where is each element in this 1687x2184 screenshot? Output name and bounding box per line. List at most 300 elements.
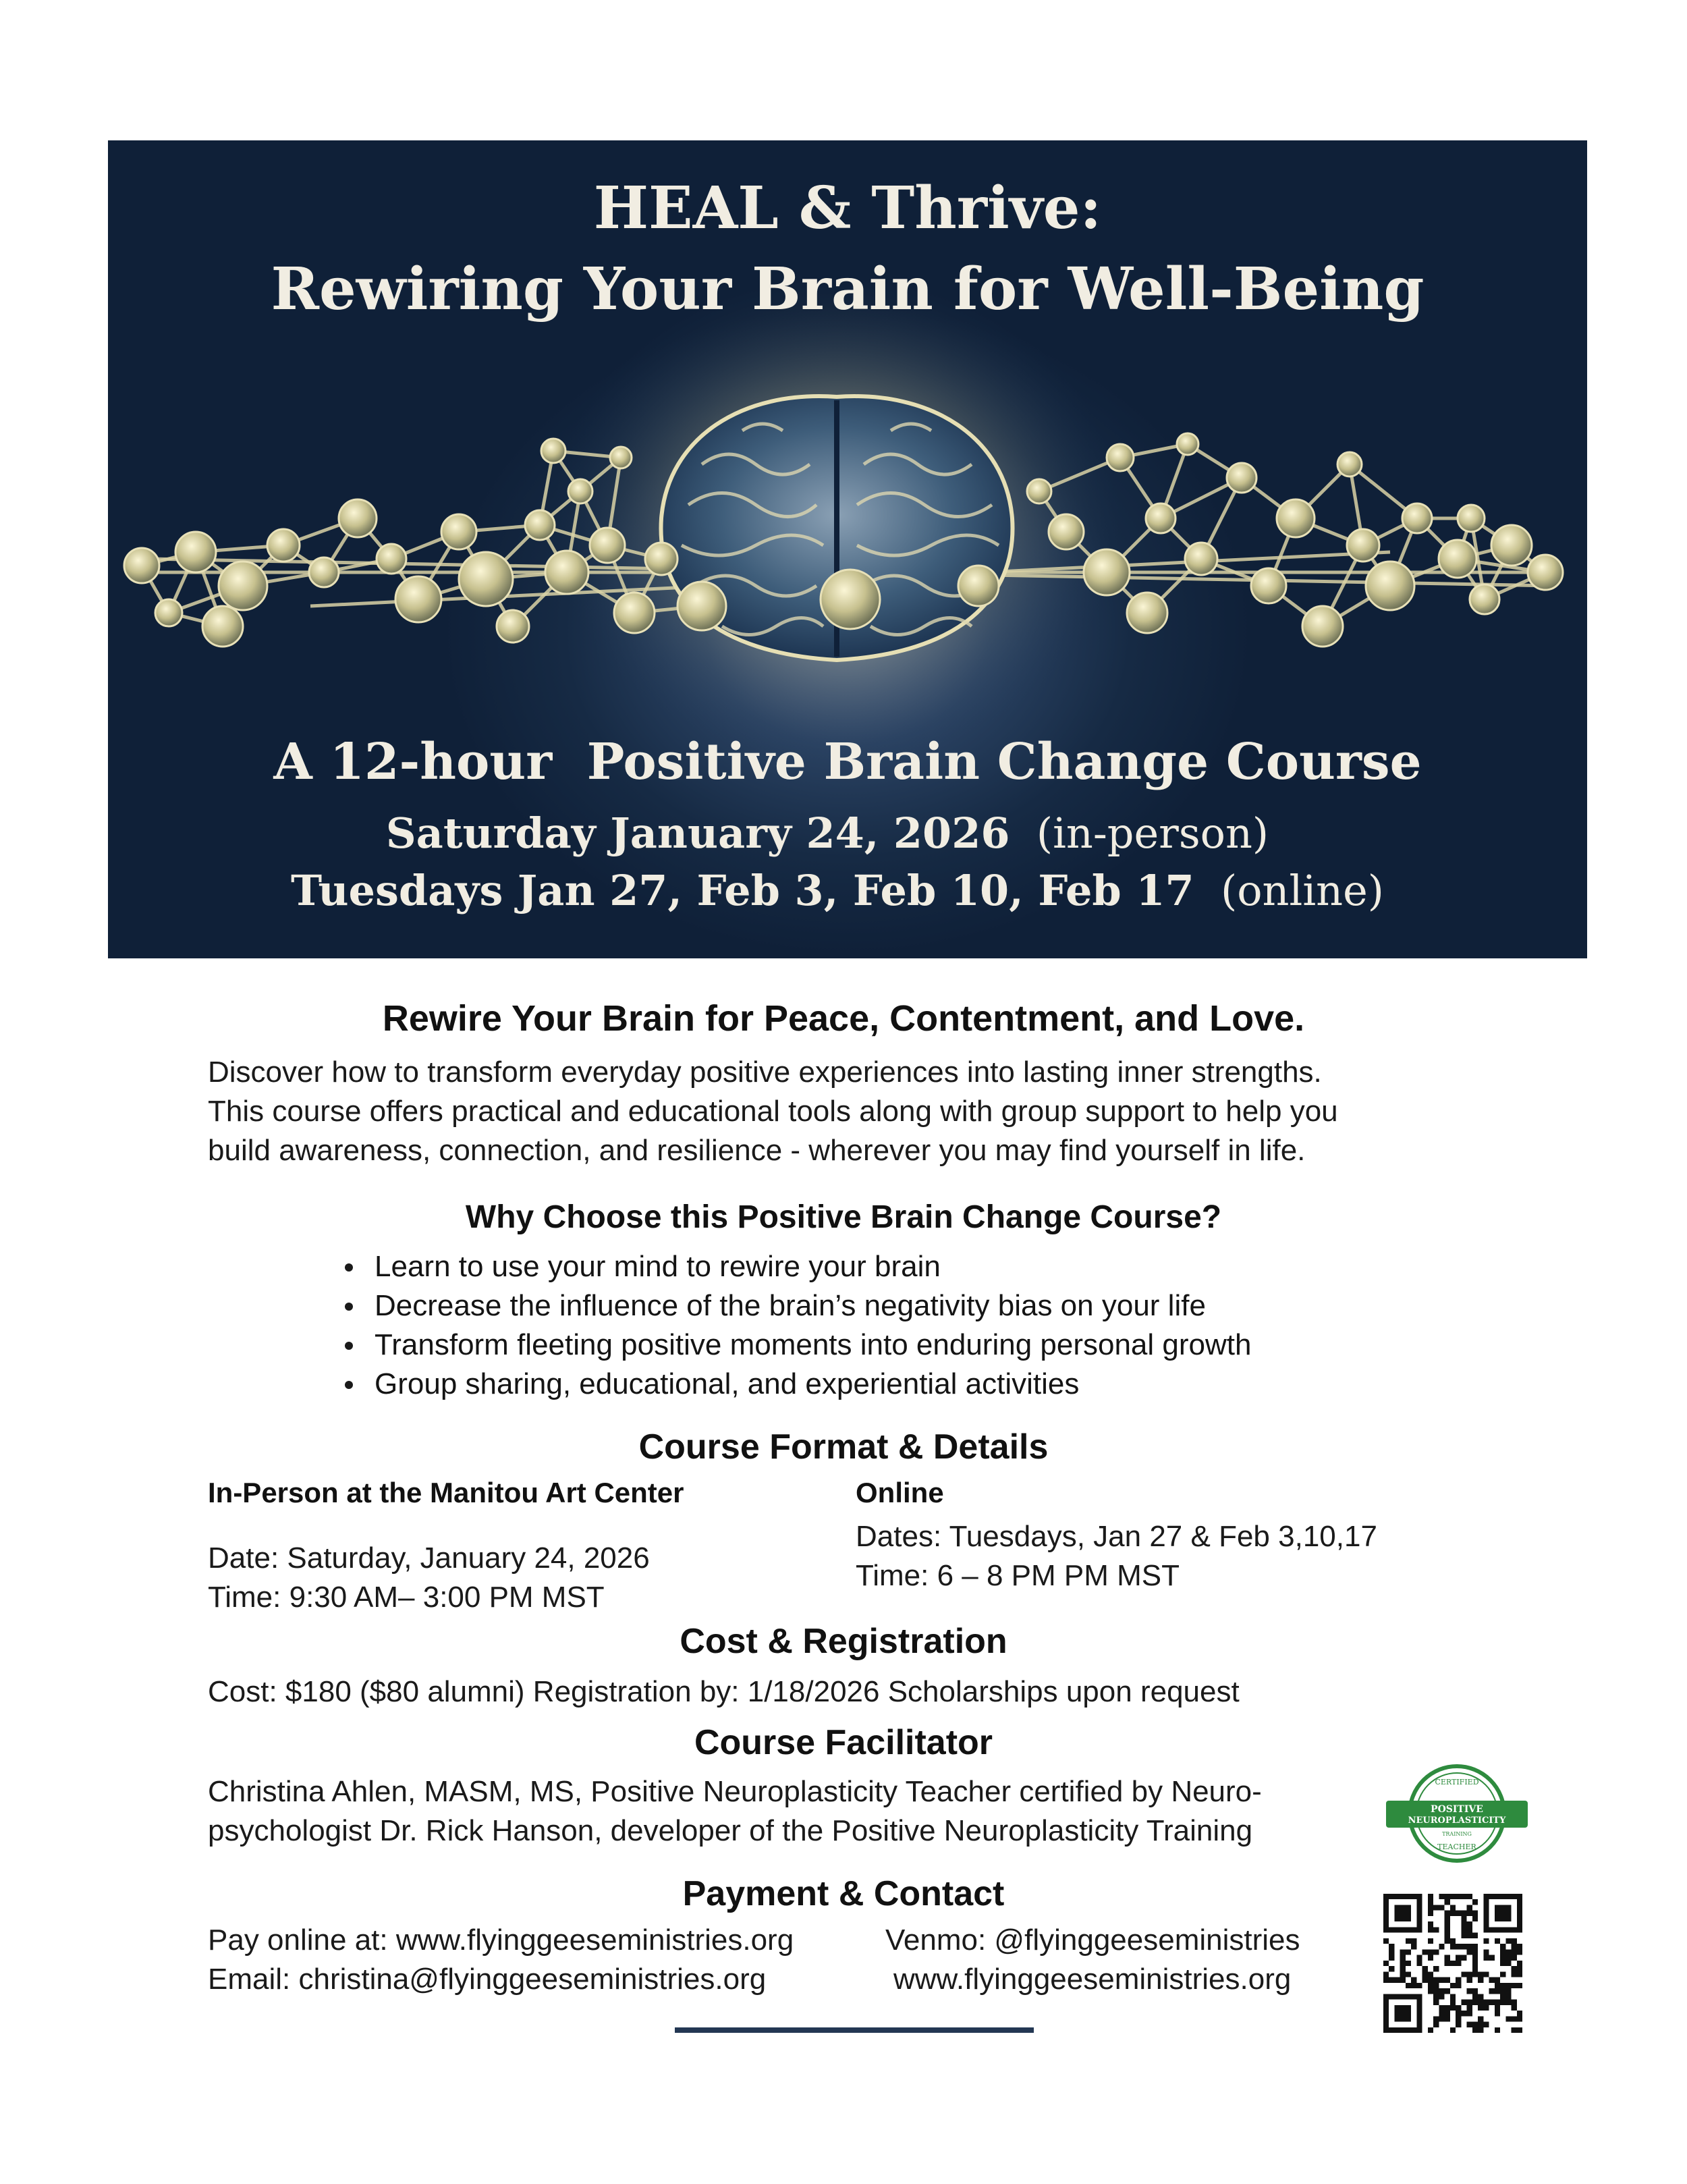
- qr-module: [1472, 1966, 1478, 1971]
- qr-module: [1478, 1977, 1483, 1983]
- qr-module: [1483, 2005, 1489, 2011]
- qr-module: [1406, 1949, 1411, 1955]
- qr-module: [1422, 1977, 1428, 1983]
- intro-line: Discover how to transform everyday positive experiences into lasting inner strengths.: [208, 1056, 1322, 1089]
- network-node: [645, 543, 677, 575]
- network-node: [175, 532, 216, 572]
- qr-module: [1394, 1977, 1400, 1983]
- qr-module: [1433, 2022, 1439, 2027]
- qr-module: [1512, 2000, 1517, 2005]
- network-node: [525, 510, 555, 540]
- qr-module: [1495, 2000, 1500, 2005]
- payment-left: [208, 1921, 794, 1999]
- in-person-heading: In-Person at the Manitou Art Center: [208, 1477, 684, 1508]
- qr-module: [1433, 1966, 1439, 1971]
- qr-module: [1483, 1949, 1489, 1955]
- online-time: Time: 6 – 8 PM PM MST: [856, 1559, 1180, 1592]
- qr-module: [1467, 2000, 1472, 2005]
- qr-module: [1472, 1916, 1478, 1921]
- qr-module: [1456, 2005, 1461, 2011]
- email-link[interactable]: Email: christina@flyinggeeseministries.org: [208, 1963, 767, 1996]
- network-node: [1027, 479, 1051, 503]
- qr-module: [1422, 1949, 1428, 1955]
- badge-line2: NEUROPLASTICITY: [1408, 1816, 1506, 1826]
- qr-module: [1445, 1921, 1450, 1927]
- qr-module: [1456, 1983, 1461, 1988]
- qr-module: [1456, 2016, 1461, 2021]
- qr-module: [1456, 1894, 1461, 1899]
- qr-module: [1500, 1983, 1505, 1988]
- qr-module: [1411, 1944, 1416, 1949]
- qr-module: [1517, 1983, 1522, 1988]
- qr-module: [1500, 1944, 1505, 1949]
- qr-module: [1478, 1971, 1483, 1977]
- qr-module: [1433, 1988, 1439, 1994]
- in-person-details: [208, 1539, 650, 1617]
- badge-top-text: CERTIFIED: [1435, 1778, 1479, 1786]
- certified-teacher-badge: [1385, 1763, 1529, 1864]
- qr-module: [1505, 1983, 1511, 1988]
- qr-module: [1517, 1944, 1522, 1949]
- in-person-time: Time: 9:30 AM– 3:00 PM MST: [208, 1581, 605, 1614]
- network-node: [1049, 514, 1084, 549]
- qr-module: [1461, 2000, 1466, 2005]
- qr-module: [1406, 1938, 1411, 1944]
- qr-module: [1472, 1933, 1478, 1938]
- qr-module: [1445, 1894, 1450, 1899]
- banner-title-line1: HEAL & Thrive:: [593, 174, 1102, 242]
- qr-module: [1467, 1927, 1472, 1932]
- qr-module: [1495, 1977, 1500, 1983]
- qr-module: [1456, 1977, 1461, 1983]
- qr-module: [1411, 1977, 1416, 1983]
- qr-module: [1495, 1938, 1500, 1944]
- network-node: [614, 593, 655, 633]
- network-node: [155, 599, 182, 626]
- qr-module: [1400, 1977, 1406, 1983]
- qr-module: [1467, 1905, 1472, 1910]
- qr-module: [1450, 1961, 1456, 1966]
- facilitator-line: psychologist Dr. Rick Hanson, developer of the Positive Neuroplasticity Training: [208, 1814, 1253, 1847]
- qr-module: [1428, 1927, 1433, 1932]
- payment-heading: Payment & Contact: [682, 1874, 1005, 1913]
- qr-module: [1445, 1933, 1450, 1938]
- qr-module: [1445, 2005, 1450, 2011]
- qr-module: [1389, 1966, 1394, 1971]
- qr-module: [1505, 2016, 1511, 2021]
- facilitator-line: Christina Ahlen, MASM, MS, Positive Neuroplasticity Teacher certified by Neuro-: [208, 1775, 1262, 1808]
- qr-module: [1400, 1955, 1406, 1961]
- network-node: [1528, 555, 1563, 590]
- qr-module: [1517, 2011, 1522, 2016]
- qr-module: [1467, 1944, 1472, 1949]
- qr-module: [1505, 1988, 1511, 1994]
- network-node: [1107, 444, 1134, 471]
- qr-module: [1478, 2016, 1483, 2021]
- network-node: [267, 529, 300, 562]
- qr-module: [1489, 1988, 1495, 1994]
- qr-module: [1450, 2027, 1456, 2033]
- qr-module: [1389, 1949, 1394, 1955]
- qr-module: [1450, 1994, 1456, 1999]
- qr-module: [1512, 1971, 1517, 1977]
- qr-module: [1472, 1911, 1478, 1916]
- qr-module: [1439, 1977, 1444, 1983]
- qr-module: [1472, 1955, 1478, 1961]
- qr-module: [1445, 2011, 1450, 2016]
- qr-module: [1439, 2016, 1444, 2021]
- qr-module: [1467, 2005, 1472, 2011]
- qr-module: [1445, 1961, 1450, 1966]
- qr-module: [1500, 1994, 1505, 1999]
- qr-module: [1433, 2016, 1439, 2021]
- online-details: [856, 1517, 1377, 1595]
- benefits-list: [341, 1247, 1251, 1404]
- network-node: [1439, 540, 1476, 578]
- qr-module: [1505, 1938, 1511, 1944]
- facilitator-heading: Course Facilitator: [694, 1723, 993, 1762]
- qr-module: [1505, 1994, 1511, 1999]
- qr-module: [1450, 2005, 1456, 2011]
- qr-module: [1483, 2022, 1489, 2027]
- network-node: [124, 548, 159, 583]
- network-node: [1366, 562, 1414, 610]
- qr-module: [1439, 1994, 1444, 1999]
- qr-module: [1394, 1905, 1411, 1921]
- network-node: [219, 562, 267, 610]
- qr-module: [1445, 1899, 1450, 1905]
- qr-module: [1461, 1916, 1466, 1921]
- course-subtitle: A 12-hour Positive Brain Change Course: [273, 733, 1422, 791]
- qr-module: [1461, 2011, 1466, 2016]
- cost-details: Cost: $180 ($80 alumni) Registration by: 1/18/2026 Scholarships upon request: [208, 1675, 1240, 1708]
- qr-module: [1505, 1949, 1511, 1955]
- online-heading: Online: [856, 1477, 944, 1508]
- qr-module: [1467, 1971, 1472, 1977]
- network-node: [1127, 593, 1167, 633]
- qr-module: [1456, 1961, 1461, 1966]
- qr-module: [1478, 2000, 1483, 2005]
- qr-module: [1450, 1905, 1456, 1910]
- network-node: [541, 439, 565, 463]
- qr-module: [1505, 2000, 1511, 2005]
- qr-code[interactable]: [1383, 1894, 1522, 2033]
- qr-module: [1512, 1983, 1517, 1988]
- qr-module: [1445, 1938, 1450, 1944]
- qr-module: [1517, 1961, 1522, 1966]
- network-node: [1337, 452, 1362, 476]
- qr-module: [1428, 1905, 1433, 1910]
- qr-module: [1456, 1944, 1461, 1949]
- qr-module: [1389, 1955, 1394, 1961]
- qr-module: [1445, 2016, 1450, 2021]
- network-node: [958, 566, 999, 606]
- online-dates: Tuesdays Jan 27, Feb 3, Feb 10, Feb 17: [291, 866, 1194, 915]
- network-node: [610, 447, 632, 468]
- qr-module: [1461, 1911, 1466, 1916]
- qr-module: [1411, 1983, 1416, 1988]
- qr-module: [1450, 1894, 1456, 1899]
- qr-module: [1456, 2011, 1461, 2016]
- inperson-date: Saturday January 24, 2026: [385, 809, 1010, 858]
- qr-module: [1467, 1933, 1472, 1938]
- qr-module: [1467, 1949, 1472, 1955]
- qr-module: [1439, 1944, 1444, 1949]
- qr-module: [1500, 1955, 1505, 1961]
- qr-module: [1400, 1971, 1406, 1977]
- badge-line3: TRAINING: [1442, 1831, 1472, 1837]
- qr-module: [1461, 1944, 1466, 1949]
- network-node: [1146, 503, 1176, 533]
- intro-paragraph: [208, 1053, 1338, 1170]
- qr-module: [1461, 1955, 1466, 1961]
- qr-module: [1489, 1977, 1495, 1983]
- qr-module: [1489, 1955, 1495, 1961]
- qr-module: [1495, 2011, 1500, 2016]
- qr-module: [1467, 2011, 1472, 2016]
- network-node: [1084, 549, 1130, 595]
- qr-module: [1428, 1899, 1433, 1905]
- qr-module: [1483, 2000, 1489, 2005]
- qr-module: [1445, 1911, 1450, 1916]
- qr-module: [1428, 1983, 1433, 1988]
- format-heading: Course Format & Details: [638, 1427, 1049, 1467]
- venmo-handle[interactable]: Venmo: @flyinggeeseministries: [885, 1923, 1300, 1957]
- qr-module: [1445, 1916, 1450, 1921]
- qr-module: [1500, 1961, 1505, 1966]
- qr-module: [1467, 1977, 1472, 1983]
- intro-line: build awareness, connection, and resilience - wherever you may find yourself in life.: [208, 1134, 1306, 1167]
- qr-module: [1461, 1921, 1466, 1927]
- qr-module: [1472, 1994, 1478, 1999]
- qr-module: [1433, 1905, 1439, 1910]
- website-link[interactable]: www.flyinggeeseministries.org: [893, 1963, 1292, 1996]
- qr-module: [1439, 1894, 1444, 1899]
- qr-module: [1416, 1983, 1422, 1988]
- qr-module: [1450, 1938, 1456, 1944]
- qr-module: [1400, 1966, 1406, 1971]
- qr-module: [1445, 1927, 1450, 1932]
- online-mode: (online): [1194, 866, 1384, 915]
- inperson-date-line: [108, 809, 1567, 858]
- why-heading: Why Choose this Positive Brain Change Course?: [465, 1199, 1222, 1235]
- qr-module: [1500, 1988, 1505, 1994]
- network-node: [1302, 606, 1343, 647]
- qr-module: [1383, 1971, 1389, 1977]
- network-node: [1491, 525, 1532, 566]
- tagline-heading: Rewire Your Brain for Peace, Contentment, and Love.: [382, 998, 1305, 1039]
- qr-module: [1500, 2000, 1505, 2005]
- intro-line: This course offers practical and educational tools along with group support to help you: [208, 1095, 1338, 1128]
- qr-module: [1472, 1899, 1478, 1905]
- qr-module: [1456, 1955, 1461, 1961]
- qr-module: [1512, 2027, 1517, 2033]
- qr-module: [1428, 1955, 1433, 1961]
- badge-bottom-text: TEACHER: [1437, 1842, 1476, 1851]
- inperson-mode: (in-person): [1010, 809, 1269, 858]
- qr-module: [1450, 2000, 1456, 2005]
- qr-module: [1495, 1983, 1500, 1988]
- badge-line1: POSITIVE: [1431, 1804, 1483, 1815]
- qr-module: [1512, 1966, 1517, 1971]
- qr-module: [1394, 2005, 1411, 2022]
- network-node: [1277, 499, 1315, 537]
- qr-module: [1472, 1949, 1478, 1955]
- in-person-date: Date: Saturday, January 24, 2026: [208, 1541, 650, 1575]
- qr-module: [1428, 1921, 1433, 1927]
- qr-module: [1495, 1905, 1512, 1921]
- qr-module: [1422, 1966, 1428, 1971]
- qr-module: [1461, 1927, 1466, 1932]
- qr-module: [1517, 2016, 1522, 2021]
- network-node: [497, 610, 529, 643]
- qr-module: [1495, 2005, 1500, 2011]
- network-node: [821, 570, 880, 629]
- qr-module: [1406, 1983, 1411, 1988]
- qr-module: [1400, 1961, 1406, 1966]
- network-node: [339, 499, 377, 537]
- qr-module: [1428, 2027, 1433, 2033]
- qr-module: [1439, 1988, 1444, 1994]
- network-node: [1458, 505, 1485, 532]
- qr-module: [1512, 2005, 1517, 2011]
- qr-module: [1445, 1988, 1450, 1994]
- qr-module: [1461, 1894, 1466, 1899]
- qr-module: [1428, 1988, 1433, 1994]
- qr-module: [1483, 1938, 1489, 1944]
- qr-module: [1517, 1949, 1522, 1955]
- network-node: [202, 606, 243, 647]
- network-node: [1227, 463, 1256, 493]
- qr-module: [1416, 1961, 1422, 1966]
- cost-heading: Cost & Registration: [680, 1622, 1007, 1661]
- list-item: Learn to use your mind to rewire your brain: [341, 1247, 1251, 1286]
- network-node: [590, 528, 625, 563]
- qr-module: [1472, 1988, 1478, 1994]
- list-item: Transform fleeting positive moments into enduring personal growth: [341, 1326, 1251, 1365]
- network-node: [1470, 584, 1499, 614]
- network-node: [1347, 529, 1379, 562]
- qr-module: [1500, 1949, 1505, 1955]
- payment-right: [885, 1921, 1300, 1999]
- network-node: [441, 514, 476, 549]
- qr-module: [1505, 1955, 1511, 1961]
- qr-module: [1478, 1994, 1483, 1999]
- qr-module: [1389, 1944, 1394, 1949]
- qr-module: [1389, 1977, 1394, 1983]
- banner-title-line2: Rewiring Your Brain for Well-Being: [271, 255, 1425, 323]
- qr-module: [1483, 1971, 1489, 1977]
- qr-module: [1428, 1911, 1433, 1916]
- qr-module: [1383, 1961, 1389, 1966]
- qr-module: [1456, 2022, 1461, 2027]
- qr-module: [1428, 1894, 1433, 1899]
- network-node: [309, 557, 339, 587]
- qr-module: [1445, 1955, 1450, 1961]
- qr-module: [1467, 2022, 1472, 2027]
- qr-module: [1422, 1971, 1428, 1977]
- qr-module: [1411, 1938, 1416, 1944]
- network-node: [1402, 503, 1432, 533]
- qr-module: [1433, 1977, 1439, 1983]
- qr-module: [1467, 1911, 1472, 1916]
- network-node: [377, 544, 406, 574]
- qr-module: [1483, 1955, 1489, 1961]
- qr-module: [1472, 1944, 1478, 1949]
- qr-module: [1505, 1961, 1511, 1966]
- qr-module: [1512, 1938, 1517, 1944]
- network-node: [395, 576, 441, 622]
- qr-module: [1472, 2022, 1478, 2027]
- qr-module: [1433, 1949, 1439, 1955]
- qr-module: [1461, 1933, 1466, 1938]
- qr-module: [1456, 1911, 1461, 1916]
- qr-module: [1489, 2000, 1495, 2005]
- qr-module: [1467, 1988, 1472, 1994]
- qr-module: [1472, 2027, 1478, 2033]
- list-item: Decrease the influence of the brain’s negativity bias on your life: [341, 1286, 1251, 1326]
- qr-module: [1400, 1949, 1406, 1955]
- hero-banner: [108, 140, 1587, 958]
- qr-module: [1517, 1966, 1522, 1971]
- network-node: [677, 582, 726, 630]
- network-node: [1185, 543, 1217, 575]
- qr-module: [1406, 1971, 1411, 1977]
- qr-module: [1478, 2022, 1483, 2027]
- network-node: [1177, 433, 1198, 455]
- qr-module: [1450, 1911, 1456, 1916]
- qr-module: [1433, 1994, 1439, 1999]
- qr-module: [1495, 2027, 1500, 2033]
- online-dates-text: Dates: Tuesdays, Jan 27 & Feb 3,10,17: [856, 1520, 1377, 1553]
- qr-module: [1428, 1938, 1433, 1944]
- qr-module: [1428, 1949, 1433, 1955]
- qr-module: [1512, 1949, 1517, 1955]
- qr-module: [1406, 1961, 1411, 1966]
- qr-module: [1439, 1905, 1444, 1910]
- facilitator-bio: [208, 1772, 1262, 1851]
- qr-module: [1445, 1977, 1450, 1983]
- qr-module: [1472, 2000, 1478, 2005]
- qr-module: [1467, 1894, 1472, 1899]
- qr-module: [1478, 2027, 1483, 2033]
- qr-module: [1433, 2000, 1439, 2005]
- qr-module: [1450, 1983, 1456, 1988]
- qr-module: [1416, 1955, 1422, 1961]
- network-node: [459, 552, 513, 606]
- online-date-line: [108, 866, 1577, 915]
- qr-module: [1472, 1961, 1478, 1966]
- qr-module: [1472, 1971, 1478, 1977]
- qr-module: [1517, 2027, 1522, 2033]
- network-node: [545, 551, 588, 594]
- qr-module: [1478, 2005, 1483, 2011]
- qr-module: [1512, 1944, 1517, 1949]
- qr-module: [1433, 1983, 1439, 1988]
- qr-module: [1428, 1971, 1433, 1977]
- qr-module: [1512, 2016, 1517, 2021]
- pay-online-link[interactable]: Pay online at: www.flyinggeeseministries.org: [208, 1923, 794, 1957]
- qr-module: [1467, 1921, 1472, 1927]
- qr-module: [1500, 1971, 1505, 1977]
- qr-module: [1461, 1971, 1466, 1977]
- qr-module: [1517, 1971, 1522, 1977]
- qr-module: [1433, 1927, 1439, 1932]
- qr-module: [1495, 1988, 1500, 1994]
- qr-module: [1428, 1977, 1433, 1983]
- network-node: [568, 479, 592, 503]
- qr-module: [1450, 1944, 1456, 1949]
